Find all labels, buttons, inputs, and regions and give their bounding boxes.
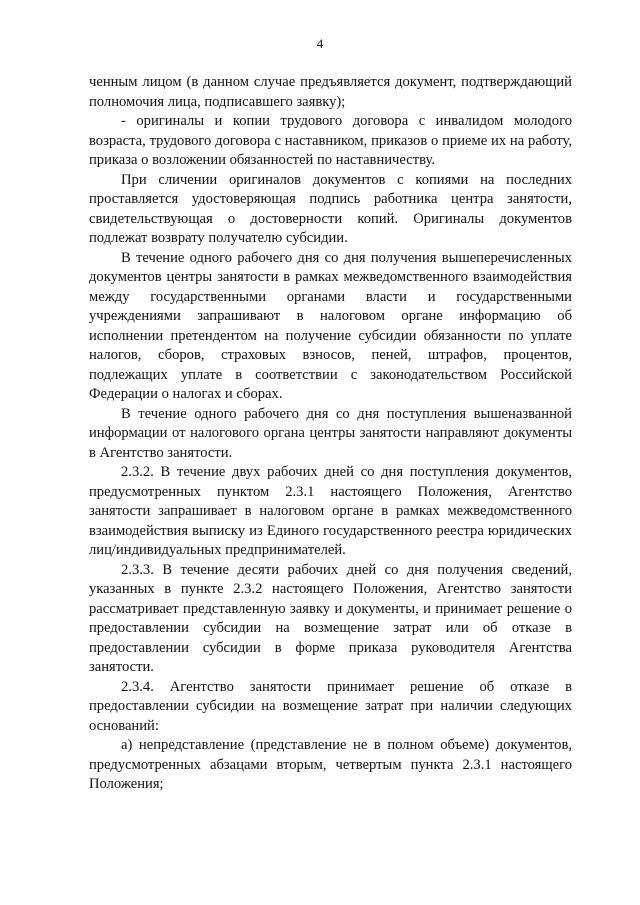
- paragraph-forward-documents: В течение одного рабочего дня со дня поступления вышеназванной информации от налогового органа центры занятости направляют документы в Агентство занятости.: [89, 405, 572, 461]
- page-number: 4: [316, 36, 324, 51]
- paragraph-2-3-4: 2.3.4. Агентство занятости принимает решение об отказе в предоставлении субсидии на возмещение затрат при наличии следующих оснований:: [89, 678, 572, 734]
- document-body: [89, 73, 572, 795]
- paragraph-2-3-3: 2.3.3. В течение десяти рабочих дней со дня получения сведений, указанных в пункте 2.3.2 настоящего Положения, Агентство занятости рассматривает представленную заявку и документы, и принимает решение о предоставлении субсидии на возмещение затрат или об отказе в предоставлении субсидии в форме приказа руководителя Агентства занятости.: [89, 561, 572, 675]
- paragraph-2-3-2: 2.3.2. В течение двух рабочих дней со дня поступления документов, предусмотренных пунктом 2.3.1 настоящего Положения, Агентство занятости запрашивает в налоговом органе в рамках межведомственного взаимодействия выписку из Единого государственного реестра юридических лиц/индивидуальных предпринимателей.: [89, 464, 572, 558]
- paragraph-tax-request: В течение одного рабочего дня со дня получения вышеперечисленных документов центры занятости в рамках межведомственного взаимодействия между государственными органами власти и государственными учреждениями запрашивают в налоговом органе информацию об исполнении претендентом на получение субсидии обязанности по уплате налогов, сборов, страховых взносов, пеней, штрафов, процентов, подлежащих уплате в соответствии с законодательством Российской Федерации о налогах и сборах.: [89, 249, 572, 402]
- paragraph-originals-copies: - оригиналы и копии трудового договора с инвалидом молодого возраста, трудового договора с наставником, приказов о приеме их на работу, приказа о возложении обязанностей по наставничеству.: [89, 113, 572, 168]
- paragraph-continuation: ченным лицом (в данном случае предъявляется документ, подтверждающий полномочия лица, подписавшего заявку);: [89, 74, 572, 110]
- paragraph-refusal-reason-a: а) непредставление (представление не в полном объеме) документов, предусмотренных абзацами вторым, четвертым пункта 2.3.1 настоящего Положения;: [89, 737, 572, 792]
- paragraph-verification: При сличении оригиналов документов с копиями на последних проставляется удостоверяющая подпись работника центра занятости, свидетельствующая о достоверности копий. Оригиналы документов подлежат возврату получателю субсидии.: [89, 171, 572, 246]
